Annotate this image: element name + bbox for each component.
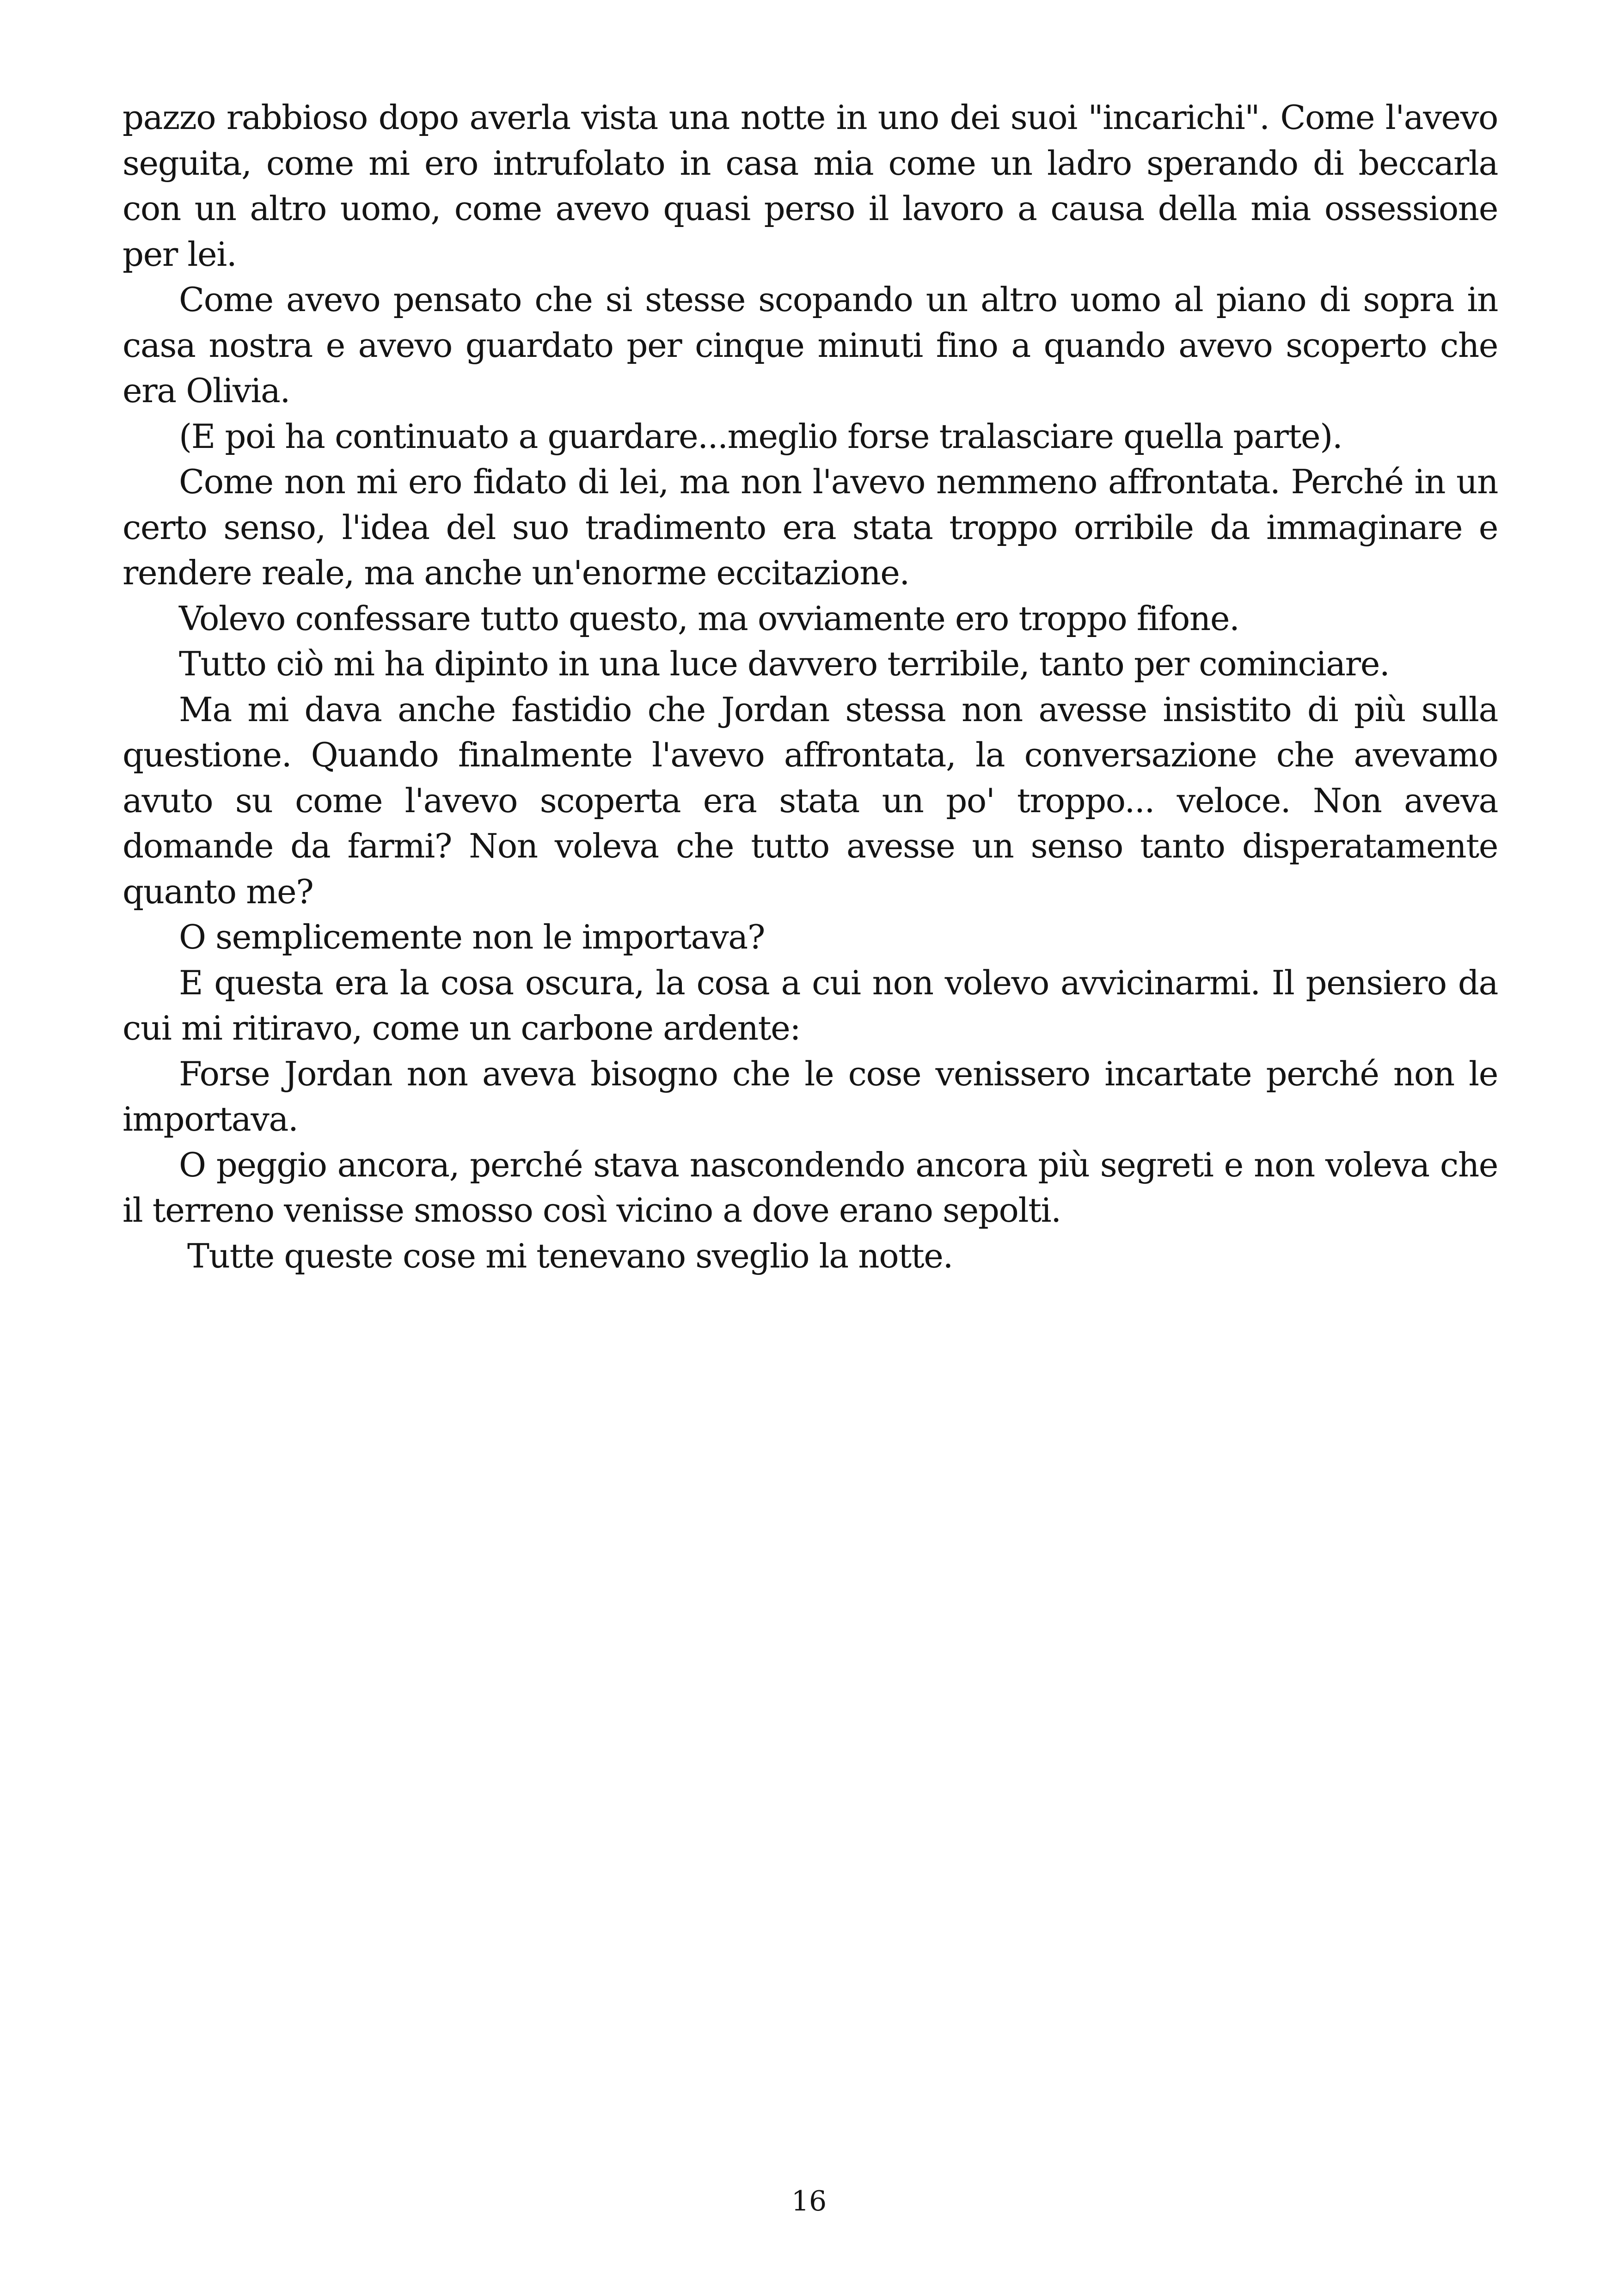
paragraph: Tutte queste cose mi tenevano sveglio la notte. (187, 1236, 953, 1275)
paragraph: Come avevo pensato che si stesse scopando un altro uomo al piano di sopra in casa nostra e avevo guardato per cinque minuti fino a quando avevo scoperto che era Olivia. (123, 280, 1498, 410)
paragraph: Tutto ciò mi ha dipinto in una luce davvero terribile, tanto per cominciare. (179, 644, 1390, 683)
paragraph: E questa era la cosa oscura, la cosa a cui non volevo avvicinarmi. Il pensiero da cui mi ritiravo, come un carbone ardente: (123, 963, 1498, 1047)
paragraph: Ma mi dava anche fastidio che Jordan stessa non avesse insistito di più sulla questione. Quando finalmente l'avevo affrontata, la conversazione che avevamo avuto su come l'avevo scoperta era stata un po' troppo... veloce. Non aveva domande da farmi? Non voleva che tutto avesse un senso tanto disperatamente quanto me? (123, 690, 1498, 911)
page-number: 16 (791, 2185, 827, 2217)
paragraph: Forse Jordan non aveva bisogno che le cose venissero incartate perché non le importava. (123, 1054, 1498, 1139)
paragraph: pazzo rabbioso dopo averla vista una notte in uno dei suoi "incarichi". Come l'avevo seguita, come mi ero intrufolato in casa mia come un ladro sperando di beccarla con un altro uomo, come avevo quasi perso il lavoro a causa della mia ossessione per lei. (123, 98, 1498, 274)
paragraph: O semplicemente non le importava? (179, 918, 765, 956)
paragraph: Volevo confessare tutto questo, ma ovviamente ero troppo fifone. (179, 599, 1239, 638)
paragraph: (E poi ha continuato a guardare...meglio forse tralasciare quella parte). (179, 416, 1342, 456)
body-text (123, 95, 1498, 1279)
paragraph: Come non mi ero fidato di lei, ma non l'avevo nemmeno affrontata. Perché in un certo senso, l'idea del suo tradimento era stata troppo orribile da immaginare e rendere reale, ma anche un'enorme eccitazione. (123, 462, 1498, 592)
paragraph: O peggio ancora, perché stava nascondendo ancora più segreti e non voleva che il terreno venisse smosso così vicino a dove erano sepolti. (123, 1145, 1498, 1230)
